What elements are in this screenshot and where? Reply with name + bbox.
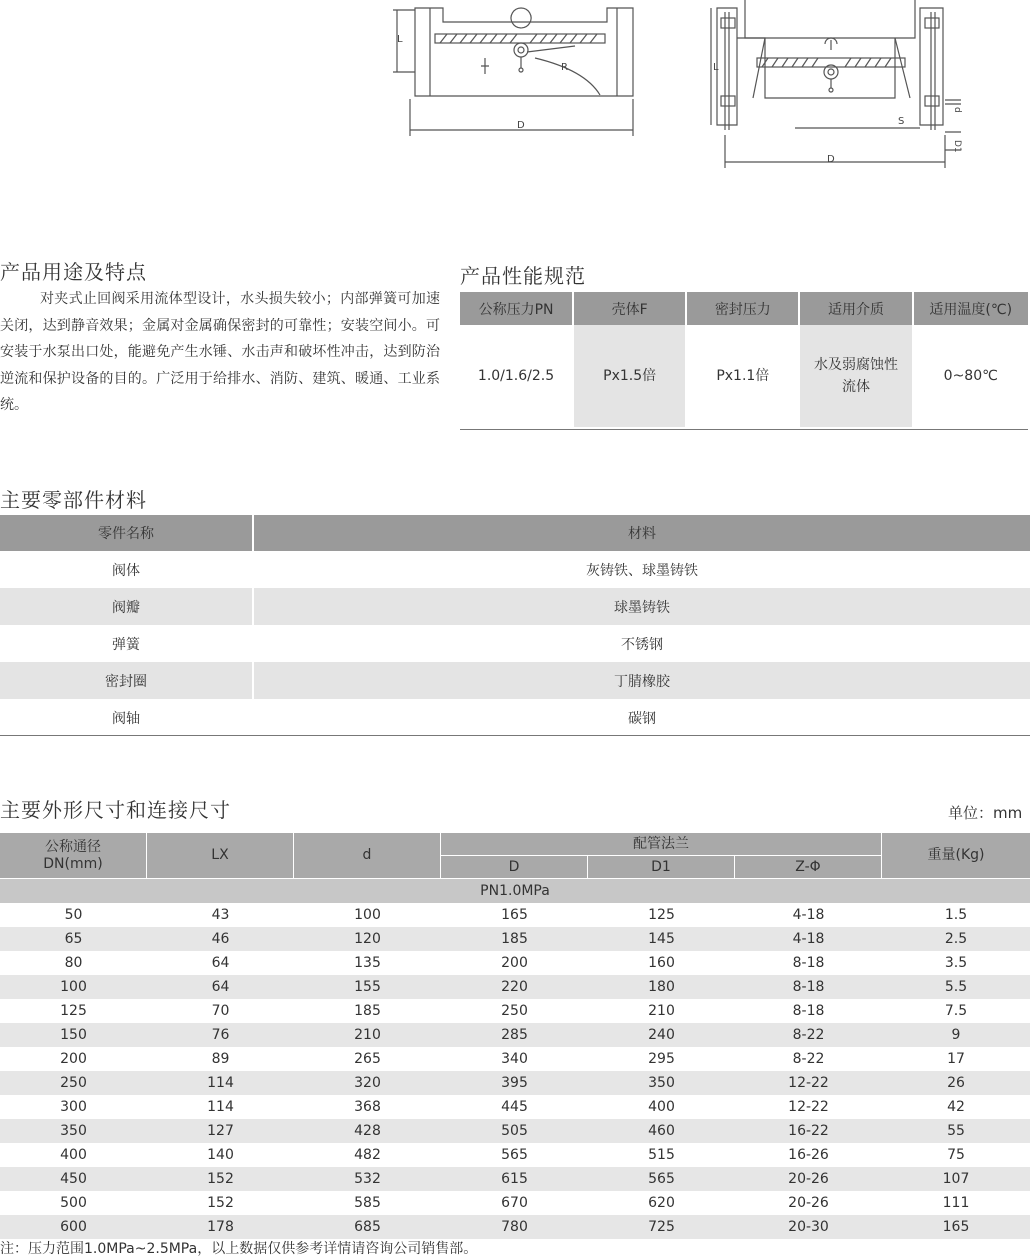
dim-cell: 64 bbox=[147, 975, 294, 999]
dim-cell: 26 bbox=[882, 1071, 1030, 1095]
dim-cell: 250 bbox=[0, 1071, 147, 1095]
dim-cell: 200 bbox=[501, 955, 528, 971]
pn-row bbox=[0, 879, 1030, 903]
dim-cell: 400 bbox=[648, 1099, 675, 1115]
table-row bbox=[0, 662, 1030, 699]
table-row bbox=[0, 551, 1030, 588]
unit-label: 单位：mm bbox=[948, 804, 1023, 822]
dim-cell: 12-22 bbox=[735, 1071, 882, 1095]
table-row bbox=[0, 588, 1030, 625]
table-row bbox=[0, 903, 1030, 927]
performance-table bbox=[460, 292, 1028, 427]
table-row bbox=[0, 1167, 1030, 1191]
dim-cell: 460 bbox=[588, 1119, 735, 1143]
dim-header-flange: 配管法兰 bbox=[441, 833, 882, 856]
dim-cell: 400 bbox=[60, 1147, 87, 1163]
dim-cell: 50 bbox=[64, 907, 83, 923]
dim-cell: 42 bbox=[947, 1099, 965, 1115]
dim-cell: 5.5 bbox=[882, 975, 1030, 999]
dim-cell: 155 bbox=[294, 975, 441, 999]
dim-cell: 65 bbox=[0, 927, 147, 951]
dim-r-label: R bbox=[561, 62, 568, 73]
dim-cell: 152 bbox=[207, 1195, 234, 1211]
dim-cell: 145 bbox=[588, 927, 735, 951]
mat-table-divider bbox=[0, 735, 1030, 736]
dim-cell: 285 bbox=[441, 1023, 588, 1047]
dim-cell: 532 bbox=[294, 1167, 441, 1191]
dim-cell: 20-26 bbox=[788, 1195, 829, 1211]
table-row bbox=[0, 1119, 1030, 1143]
dim-cell: 9 bbox=[882, 1023, 1030, 1047]
perf-cell-medium: 水及弱腐蚀性流体 bbox=[800, 325, 913, 427]
dim-l-label: L bbox=[713, 62, 719, 73]
dim-cell: 75 bbox=[947, 1147, 965, 1163]
table-row bbox=[0, 999, 1030, 1023]
performance-title: 产品性能规范 bbox=[460, 264, 586, 288]
pn-label: PN1.0MPa bbox=[0, 879, 1030, 903]
dim-cell: 615 bbox=[441, 1167, 588, 1191]
dim-header-lx: LX bbox=[147, 833, 294, 879]
valve-drawing-wafer bbox=[385, 0, 645, 140]
dim-header-flange-d1: D1 bbox=[588, 856, 735, 879]
dim-cell: 515 bbox=[648, 1147, 675, 1163]
table-row bbox=[0, 975, 1030, 999]
perf-cell-shell: Px1.5倍 bbox=[574, 325, 687, 427]
mat-part: 密封圈 bbox=[0, 662, 254, 699]
dim-cell: 250 bbox=[501, 1003, 528, 1019]
mat-part: 阀瓣 bbox=[0, 588, 254, 625]
dim-cell: 20-26 bbox=[735, 1167, 882, 1191]
dim-l-label: L bbox=[397, 34, 403, 45]
perf-header-pn: 公称压力PN bbox=[460, 292, 574, 325]
materials-title: 主要零部件材料 bbox=[0, 488, 147, 512]
perf-cell-seal: Px1.1倍 bbox=[687, 325, 800, 427]
dim-cell: 43 bbox=[211, 907, 230, 923]
dim-cell: 150 bbox=[0, 1023, 147, 1047]
dimensions-table bbox=[0, 833, 1030, 1239]
perf-table-divider bbox=[460, 429, 1028, 430]
dim-cell: 55 bbox=[882, 1119, 1030, 1143]
dim-cell: 76 bbox=[147, 1023, 294, 1047]
dim-d1-label: D1 bbox=[952, 140, 962, 153]
dim-cell: 89 bbox=[211, 1051, 230, 1067]
mat-material: 灰铸铁、球墨铸铁 bbox=[586, 562, 698, 579]
dim-cell: 125 bbox=[60, 1003, 87, 1019]
dim-cell: 8-18 bbox=[792, 955, 825, 971]
perf-header-shell: 壳体F bbox=[574, 292, 687, 325]
dim-cell: 7.5 bbox=[944, 1003, 968, 1019]
dim-cell: 620 bbox=[648, 1195, 675, 1211]
dim-cell: 565 bbox=[588, 1167, 735, 1191]
dim-cell: 725 bbox=[588, 1215, 735, 1239]
dim-cell: 295 bbox=[648, 1051, 675, 1067]
dim-cell: 2.5 bbox=[882, 927, 1030, 951]
dim-cell: 165 bbox=[501, 907, 528, 923]
table-row bbox=[0, 625, 1030, 662]
dim-cell: 100 bbox=[354, 907, 381, 923]
dim-header-flange-zphi: Z-Φ bbox=[735, 856, 882, 879]
dim-cell: 185 bbox=[441, 927, 588, 951]
dim-cell: 16-22 bbox=[735, 1119, 882, 1143]
dim-cell: 482 bbox=[354, 1147, 381, 1163]
table-row bbox=[0, 1023, 1030, 1047]
dim-cell: 670 bbox=[501, 1195, 528, 1211]
dim-cell: 685 bbox=[294, 1215, 441, 1239]
dim-cell: 12-22 bbox=[788, 1099, 829, 1115]
valve-drawing-installed bbox=[705, 0, 975, 170]
dim-cell: 100 bbox=[0, 975, 147, 999]
mat-material: 不锈钢 bbox=[621, 636, 663, 653]
dim-d-label: D bbox=[517, 120, 525, 131]
dim-cell: 46 bbox=[147, 927, 294, 951]
table-row bbox=[0, 699, 1030, 736]
dim-s-label: S bbox=[898, 116, 905, 127]
dim-cell: 120 bbox=[294, 927, 441, 951]
dim-cell: 300 bbox=[60, 1099, 87, 1115]
mat-material: 碳钢 bbox=[628, 710, 656, 727]
perf-cell-pn: 1.0/1.6/2.5 bbox=[460, 325, 574, 427]
dim-cell: 17 bbox=[947, 1051, 965, 1067]
mat-part: 弹簧 bbox=[0, 625, 254, 662]
mat-material: 丁腈橡胶 bbox=[254, 662, 1030, 699]
dim-header-dn: 公称通径DN(mm) bbox=[0, 833, 147, 879]
mat-part: 阀轴 bbox=[0, 699, 254, 736]
dim-cell: 70 bbox=[211, 1003, 230, 1019]
dim-cell: 8-18 bbox=[792, 1003, 825, 1019]
dim-cell: 3.5 bbox=[944, 955, 968, 971]
usage-description: 对夹式止回阀采用流体型设计，水头损失较小；内部弹簧可加速关闭，达到静音效果；金属对金属确保密封的可靠性；安装空间小。可安装于水泵出口处，能避免产生水锤、水击声和破坏性冲击，达到防治逆流和保护设备的目的。广泛用于给排水、消防、建筑、暖通、工业系统。 bbox=[0, 291, 440, 413]
table-row bbox=[0, 1095, 1030, 1119]
dim-cell: 210 bbox=[294, 1023, 441, 1047]
dim-cell: 135 bbox=[354, 955, 381, 971]
dim-cell: 220 bbox=[441, 975, 588, 999]
dim-header-weight: 重量(Kg) bbox=[882, 833, 1030, 879]
dim-cell: 107 bbox=[882, 1167, 1030, 1191]
dim-cell: 8-22 bbox=[792, 1051, 825, 1067]
dim-cell: 16-26 bbox=[788, 1147, 829, 1163]
perf-header-temp: 适用温度(℃) bbox=[914, 292, 1028, 325]
dim-cell: 210 bbox=[648, 1003, 675, 1019]
dim-cell: 350 bbox=[0, 1119, 147, 1143]
dim-cell: 152 bbox=[147, 1167, 294, 1191]
dim-cell: 265 bbox=[354, 1051, 381, 1067]
dim-cell: 185 bbox=[354, 1003, 381, 1019]
dim-cell: 445 bbox=[501, 1099, 528, 1115]
dim-cell: 200 bbox=[60, 1051, 87, 1067]
dim-cell: 180 bbox=[588, 975, 735, 999]
table-row bbox=[0, 1071, 1030, 1095]
dim-cell: 4-18 bbox=[792, 907, 825, 923]
dim-cell: 368 bbox=[354, 1099, 381, 1115]
dim-cell: 450 bbox=[0, 1167, 147, 1191]
dim-cell: 165 bbox=[882, 1215, 1030, 1239]
mat-part: 阀体 bbox=[0, 551, 254, 588]
table-row bbox=[0, 1191, 1030, 1215]
perf-header-seal: 密封压力 bbox=[687, 292, 800, 325]
table-row bbox=[0, 927, 1030, 951]
dim-header-d: d bbox=[294, 833, 441, 879]
mat-material: 球墨铸铁 bbox=[254, 588, 1030, 625]
dim-cell: 114 bbox=[207, 1099, 234, 1115]
dim-cell: 428 bbox=[294, 1119, 441, 1143]
dim-cell: 20-30 bbox=[735, 1215, 882, 1239]
dim-d-label: D bbox=[827, 154, 835, 165]
dim-cell: 80 bbox=[64, 955, 83, 971]
table-row bbox=[0, 1047, 1030, 1071]
dim-cell: 125 bbox=[648, 907, 675, 923]
dim-cell: 127 bbox=[147, 1119, 294, 1143]
perf-cell-temp: 0~80℃ bbox=[943, 368, 998, 384]
dim-cell: 500 bbox=[60, 1195, 87, 1211]
dim-cell: 178 bbox=[147, 1215, 294, 1239]
mat-header-part: 零件名称 bbox=[0, 515, 254, 551]
dim-cell: 8-18 bbox=[735, 975, 882, 999]
dim-cell: 240 bbox=[588, 1023, 735, 1047]
dim-cell: 350 bbox=[588, 1071, 735, 1095]
dim-cell: 4-18 bbox=[735, 927, 882, 951]
dim-cell: 395 bbox=[441, 1071, 588, 1095]
dim-cell: 8-22 bbox=[735, 1023, 882, 1047]
dimensions-title: 主要外形尺寸和连接尺寸 bbox=[0, 798, 231, 822]
table-row bbox=[0, 1215, 1030, 1239]
footnote: 注：压力范围1.0MPa~2.5MPa，以上数据仅供参考详情请咨询公司销售部。 bbox=[0, 1241, 478, 1257]
dim-header-flange-d: D bbox=[441, 856, 588, 879]
dim-small-d-label: d bbox=[952, 107, 962, 113]
dim-cell: 160 bbox=[648, 955, 675, 971]
mat-header-material: 材料 bbox=[254, 515, 1030, 551]
dim-cell: 565 bbox=[501, 1147, 528, 1163]
usage-title: 产品用途及特点 bbox=[0, 260, 147, 284]
dim-cell: 1.5 bbox=[944, 907, 968, 923]
table-row bbox=[0, 951, 1030, 975]
dim-cell: 140 bbox=[207, 1147, 234, 1163]
materials-table bbox=[0, 515, 1030, 736]
dim-cell: 585 bbox=[354, 1195, 381, 1211]
dim-cell: 64 bbox=[211, 955, 230, 971]
perf-header-medium: 适用介质 bbox=[800, 292, 913, 325]
dim-cell: 505 bbox=[441, 1119, 588, 1143]
dim-cell: 320 bbox=[294, 1071, 441, 1095]
dim-cell: 780 bbox=[441, 1215, 588, 1239]
table-row bbox=[0, 1143, 1030, 1167]
dim-cell: 114 bbox=[147, 1071, 294, 1095]
dim-cell: 111 bbox=[942, 1195, 970, 1211]
dim-cell: 600 bbox=[0, 1215, 147, 1239]
dim-cell: 340 bbox=[501, 1051, 528, 1067]
